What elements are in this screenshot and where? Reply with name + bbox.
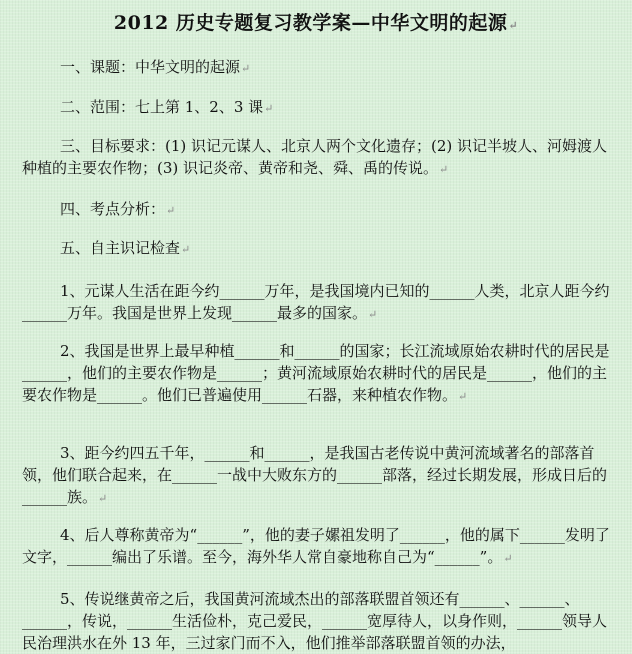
paragraph-mark-icon: ↵ [439, 163, 449, 176]
question-2-text: 2、我国是世界上最早种植______和______的国家；长江流域原始农耕时代的居民是______，他们的主要农作物是______；黄河流域原始农耕时代的居民是______，他们的主要农作物是______。他们已普遍使用______石器，来种植农作物。 [22, 342, 610, 404]
section-scope-text: 二、范围：七上第 1、2、3 课 [60, 98, 264, 116]
paragraph-mark-icon: ↵ [368, 308, 378, 321]
question-3 [22, 442, 612, 510]
section-self-check [22, 237, 612, 261]
question-4-text: 4、后人尊称黄帝为“______”，他的妻子嫘祖发明了______，他的属下______发明了文字，______编出了乐谱。至今，海外华人常自豪地称自己为“______”。 [22, 526, 610, 566]
paragraph-mark-icon: ↵ [458, 390, 468, 403]
paragraph-mark-icon: ↵ [264, 102, 274, 115]
section-goals-text: 三、目标要求：(1) 识记元谋人、北京人两个文化遗存；(2) 识记半坡人、河姆渡人种植的主要农作物；(3) 识记炎帝、黄帝和尧、舜、禹的传说。 [22, 137, 608, 177]
question-1-text: 1、元谋人生活在距今约______万年，是我国境内已知的______人类，北京人距今约______万年。我国是世界上发现______最多的国家。 [22, 282, 610, 322]
paragraph-mark-icon: ↵ [166, 204, 176, 217]
paragraph-mark-icon: ↵ [241, 62, 251, 75]
section-self-check-text: 五、自主识记检查 [60, 239, 181, 257]
section-topic-text: 一、课题：中华文明的起源 [60, 58, 241, 76]
section-analysis [22, 198, 612, 222]
question-1 [22, 280, 612, 326]
document-title [0, 8, 632, 35]
question-4 [22, 524, 612, 570]
title-text: 2012 历史专题复习教学案—中华文明的起源 [113, 12, 508, 34]
section-scope [22, 96, 612, 120]
question-5 [22, 588, 612, 652]
question-5-text: 5、传说继黄帝之后，我国黄河流域杰出的部落联盟首领还有______、______、______，传说，______生活俭朴，克己爱民，______宽厚待人，以身作则，______领导人民治理洪水在外 13 年，三过家门而不入，他们推举部落联盟首领的办法， [22, 590, 608, 652]
section-topic [22, 56, 612, 80]
question-2 [22, 340, 612, 408]
paragraph-mark-icon: ↵ [508, 19, 519, 32]
question-3-text: 3、距今约四五千年，______和______，是我国古老传说中黄河流域著名的部落首领，他们联合起来，在______一战中大败东方的______部落，经过长期发展，形成日后的______族。 [22, 444, 608, 506]
paragraph-mark-icon: ↵ [181, 243, 191, 256]
section-goals [22, 135, 612, 181]
paragraph-mark-icon: ↵ [503, 552, 513, 565]
paragraph-mark-icon: ↵ [98, 492, 108, 505]
section-analysis-text: 四、考点分析： [60, 200, 166, 218]
